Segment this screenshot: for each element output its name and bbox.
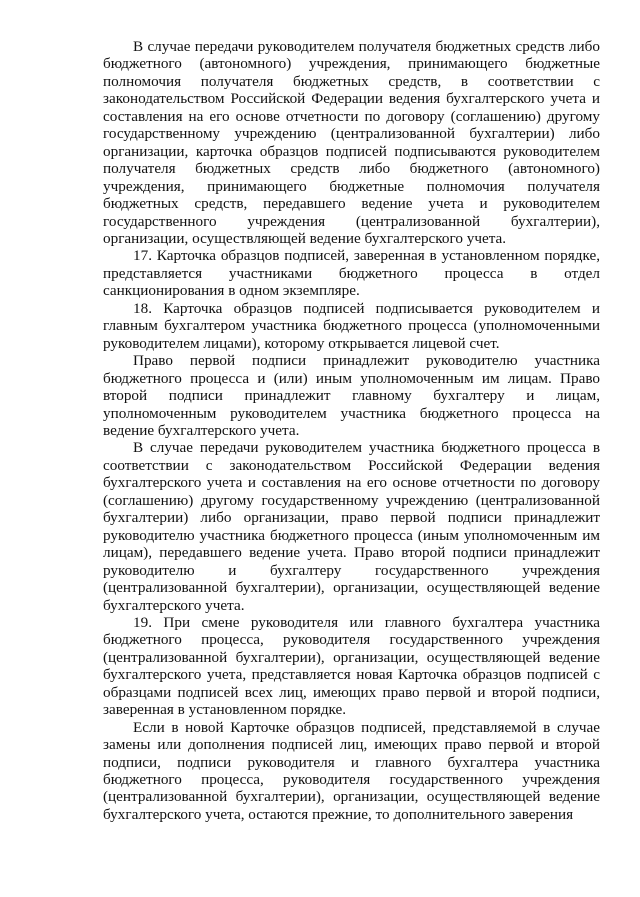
paragraph-transfer-accounting-budget-recipient: В случае передачи руководителем получателя бюджетных средств либо бюджетного (автономного) учреждения, принимающего бюджетные полномочия получателя бюджетных средств, в соответствии с законодательством Российской Федерации ведения бухгалтерского учета и составления на его основе отчетности по договору (соглашению) другому государственному учреждению (централизованной бухгалтерии) либо организации, карточка образцов подписей подписываются руководителем получателя бюджетных средств либо бюджетного (автономного) учреждения, принимающего бюджетные полномочия получателя бюджетных средств, передавшего ведение учета и руководителем государственного учреждения (централизованной бухгалтерии), организации, осуществляющей ведение бухгалтерского учета. [103, 38, 600, 247]
paragraph-17-signature-card-submission: 17. Карточка образцов подписей, заверенная в установленном порядке, представляется участниками бюджетного процесса в отдел санкционирования в одном экземпляре. [103, 247, 600, 300]
paragraph-19-change-of-head: 19. При смене руководителя или главного бухгалтера участника бюджетного процесса, руководителя государственного учреждения (централизованной бухгалтерии), организации, осуществляющей ведение бухгалтерского учета, представляется новая Карточка образцов подписей с образцами подписей всех лиц, имеющих право первой и второй подписи, заверенная в установленном порядке. [103, 613, 600, 719]
paragraph-new-card-replacement: Если в новой Карточке образцов подписей, представляемой в случае замены или дополнения подписей лиц, имеющих право первой и второй подписи, подписи руководителя и главного бухгалтера участника бюджетного процесса, руководителя государственного учреждения (централизованной бухгалтерии), организации, осуществляющей ведение бухгалтерского учета, остаются прежние, то дополнительного заверения [103, 718, 600, 823]
paragraph-first-second-signature-rights: Право первой подписи принадлежит руководителю участника бюджетного процесса и (или) иным уполномоченным им лицам. Право второй подписи принадлежит главному бухгалтеру и лицам, уполномоченным руководителем участника бюджетного процесса на ведение бухгалтерского учета. [103, 352, 600, 439]
paragraph-transfer-accounting-participant: В случае передачи руководителем участника бюджетного процесса в соответствии с законодательством Российской Федерации ведения бухгалтерского учета и составления на его основе отчетности по договору (соглашению) другому государственному учреждению (централизованной бухгалтерии) либо организации, право первой подписи принадлежит руководителю участника бюджетного процесса (иным уполномоченным им лицам), передавшего ведение учета. Право второй подписи принадлежит руководителю и бухгалтеру государственного учреждения (централизованной бухгалтерии), организации, осуществляющей ведение бухгалтерского учета. [103, 439, 600, 614]
paragraph-18-signature-card-signing: 18. Карточка образцов подписей подписывается руководителем и главным бухгалтером участника бюджетного процесса (уполномоченными руководителем лицами), которому открывается лицевой счет. [103, 299, 600, 352]
document-body [103, 38, 600, 823]
